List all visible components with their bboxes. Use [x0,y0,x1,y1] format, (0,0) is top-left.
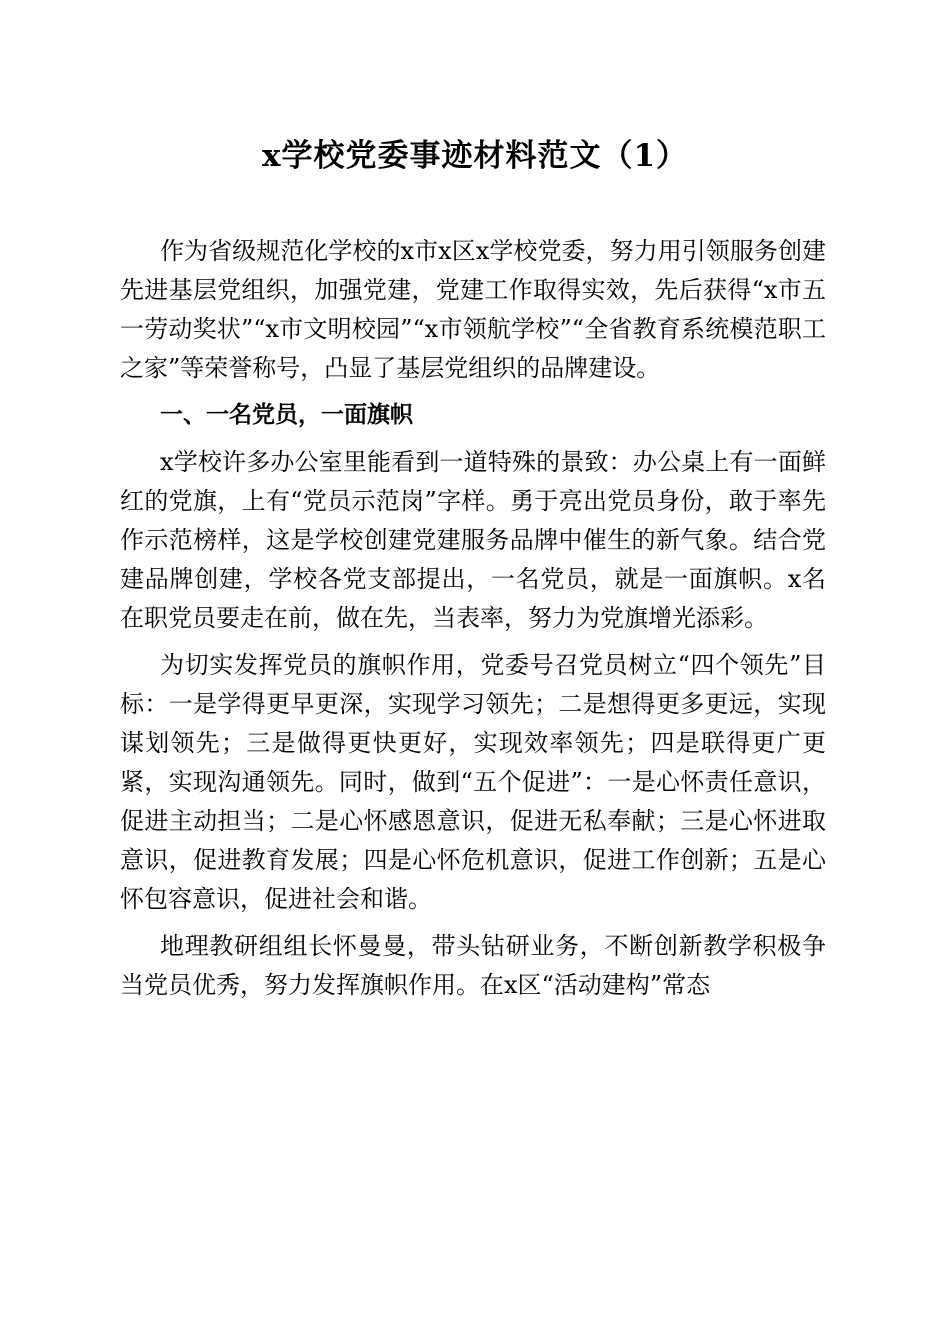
document-title: x学校党委事迹材料范文（1） [261,138,689,174]
paragraph-flag: x学校许多办公室里能看到一道特殊的景致：办公桌上有一面鲜红的党旗，上有“党员示范岗”字样。勇于亮出党员身份，敢于率先作示范榜样，这是学校创建党建服务品牌中催生的新气象。结合党建品牌创建，学校各党支部提出，一名党员，就是一面旗帜。x名在职党员要走在前，做在先，当表率，努力为党旗增光添彩。 [120,448,826,632]
paragraph-intro: 作为省级规范化学校的x市x区x学校党委，努力用引领服务创建先进基层党组织，加强党建，党建工作取得实效，先后获得“x市五一劳动奖状”“x市文明校园”“x市领航学校”“全省教育系统模范职工之家”等荣誉称号，凸显了基层党组织的品牌建设。 [120,237,826,382]
paragraph-geography: 地理教研组组长怀曼曼，带头钻研业务，不断创新教学积极争当党员优秀，努力发挥旗帜作用。在x区“活动建构”常态 [120,932,826,999]
paragraph-four-leads: 为切实发挥党员的旗帜作用，党委号召党员树立“四个领先”目标：一是学得更早更深，实现学习领先；二是想得更多更远，实现谋划领先；三是做得更快更好，实现效率领先；四是联得更广更紧，实现沟通领先。同时，做到“五个促进”：一是心怀责任意识，促进主动担当；二是心怀感恩意识，促进无私奉献；三是心怀进取意识，促进教育发展；四是心怀危机意识，促进工作创新；五是心怀包容意识，促进社会和谐。 [120,651,826,913]
document-body [120,232,826,1013]
section-heading: 一、一名党员，一面旗帜 [160,402,413,428]
